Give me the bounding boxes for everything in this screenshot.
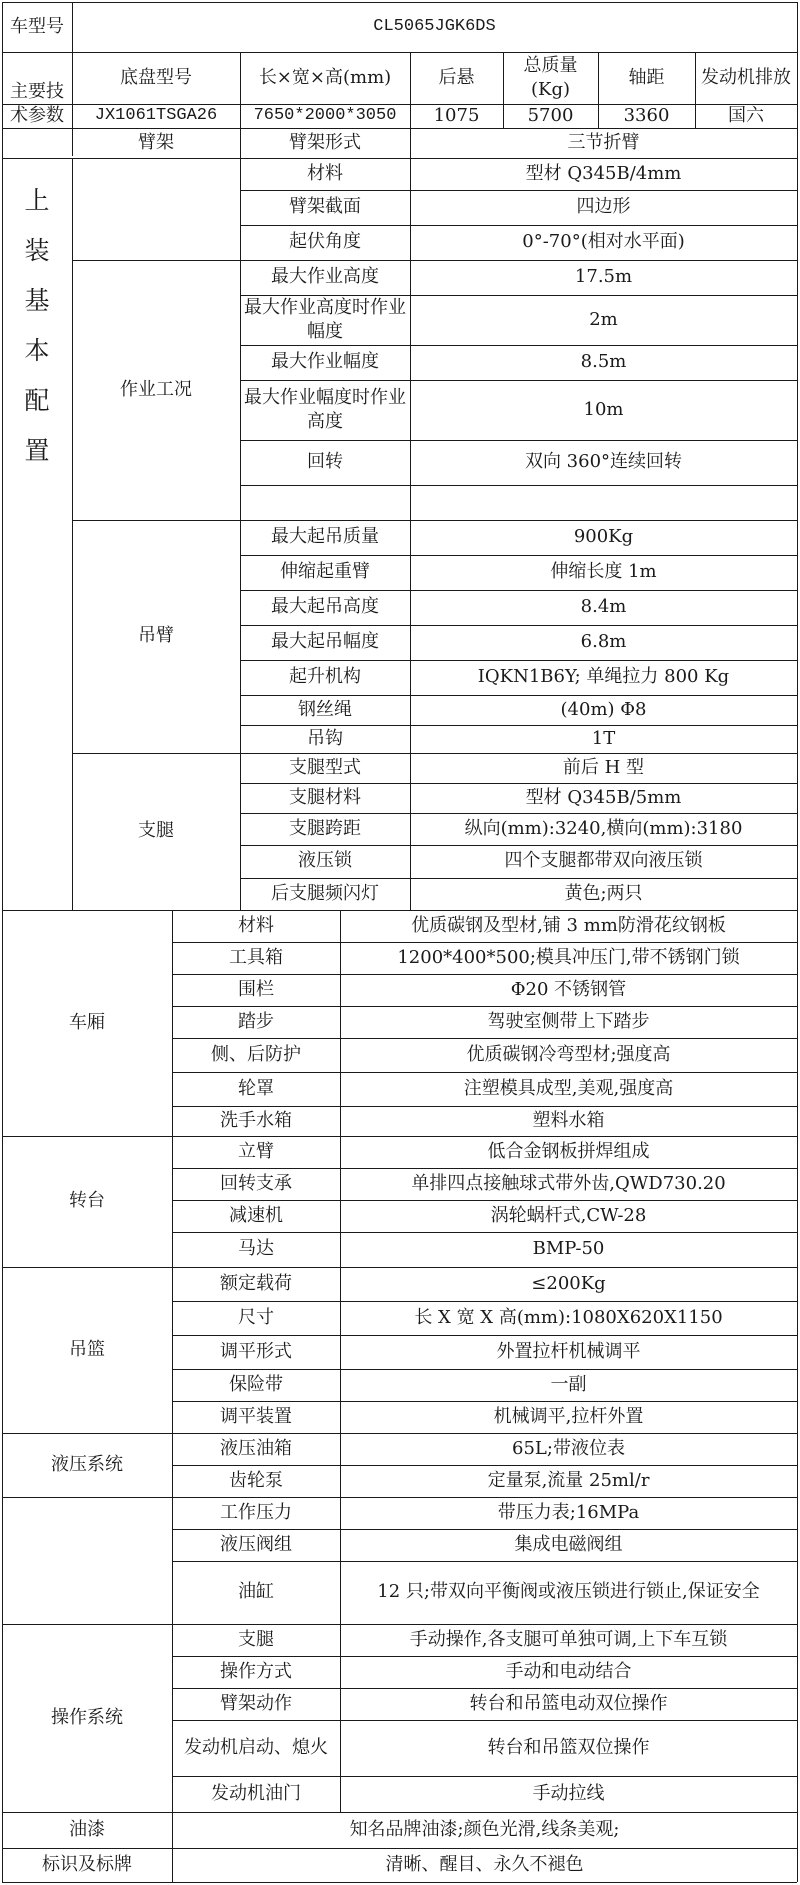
hydraulic-row-value: 带压力表;16MPa — [497, 1501, 640, 1523]
hydraulic-row-label: 液压阀组 — [220, 1533, 292, 1555]
arm-label: 臂架 — [138, 131, 174, 153]
emission-label: 发动机排放 — [701, 66, 791, 88]
operation-row-label: 操作方式 — [220, 1660, 292, 1682]
body-row-value: 注塑模具成型,美观,强度高 — [463, 1077, 674, 1099]
turntable-row-value: 单排四点接触球式带外齿,QWD730.20 — [411, 1172, 726, 1194]
legs-row-label: 后支腿频闪灯 — [271, 882, 379, 904]
wheelbase-label: 轴距 — [628, 66, 665, 88]
grid-line — [2, 1497, 172, 1498]
hydraulic-row-label: 齿轮泵 — [229, 1469, 283, 1491]
upper-row-value: 四边形 — [576, 196, 631, 218]
boom-row-label: 最大起吊质量 — [271, 526, 379, 548]
boom-row-value: 伸缩长度 1m — [550, 561, 657, 583]
upper-row-label: 材料 — [307, 162, 343, 184]
legs-row-value: 型材 Q345B/5mm — [525, 786, 682, 808]
paint-value: 知名品牌油漆;颜色光滑,线条美观; — [349, 1818, 620, 1840]
body-row-label: 轮罩 — [238, 1077, 274, 1099]
basket-row-value: 长 X 宽 X 高(mm):1080X620X1150 — [414, 1306, 723, 1328]
boom-row-value: IQKN1B6Y; 单绳拉力 800 Kg — [477, 666, 730, 688]
grid-line — [797, 2, 798, 1882]
body-row-label: 洗手水箱 — [220, 1109, 292, 1131]
legs-row-label: 支腿型式 — [289, 756, 361, 778]
upper-row-label: 臂架截面 — [289, 196, 361, 218]
basket-row-label: 调平形式 — [220, 1340, 292, 1362]
body-row-value: 驾驶室侧带上下踏步 — [487, 1010, 650, 1032]
body-label: 车厢 — [69, 1011, 105, 1033]
boom-row-label: 起升机构 — [289, 666, 361, 688]
boom-row-value: (40m) Φ8 — [560, 698, 647, 720]
boom-row-label: 伸缩起重臂 — [280, 561, 370, 583]
params-label: 主要技术参数 — [10, 80, 64, 126]
upper-row-label: 起伏角度 — [289, 231, 361, 253]
turntable-row-label: 减速机 — [229, 1204, 283, 1226]
turntable-row-value: 涡轮蜗杆式,CW-28 — [490, 1204, 647, 1226]
legs-row-value: 黄色;两只 — [564, 882, 643, 904]
legs-row-label: 支腿材料 — [289, 786, 361, 808]
basket-row-value: 一副 — [550, 1373, 587, 1395]
hydraulic-row-label: 工作压力 — [220, 1501, 292, 1523]
boom-row-value: 8.4m — [580, 596, 627, 618]
upper-row-value: 0°-70°(相对水平面) — [522, 231, 685, 253]
boom-row-label: 吊钩 — [307, 727, 343, 749]
work-label: 作业工况 — [120, 378, 192, 400]
work-row-value: 双向 360°连续回转 — [524, 451, 683, 473]
rear-overhang-label: 后悬 — [438, 66, 475, 88]
work-row-value: 8.5m — [580, 351, 627, 373]
operation-row-value: 手动操作,各支腿可单独可调,上下车互锁 — [409, 1628, 728, 1650]
model-label: 车型号 — [10, 15, 64, 37]
total-mass-label: 总质量(Kg) — [523, 54, 578, 100]
basket-label: 吊篮 — [69, 1338, 105, 1360]
boom-row-label: 钢丝绳 — [298, 698, 352, 720]
hydraulic-row-label: 油缸 — [238, 1581, 274, 1603]
hydraulic-row-value: 定量泵,流量 25ml/r — [487, 1469, 650, 1491]
upper-config-label — [2, 158, 72, 910]
legs-row-value: 四个支腿都带双向液压锁 — [504, 850, 703, 872]
work-row-label: 最大作业幅度 — [271, 351, 379, 373]
work-row-label: 最大作业幅度时作业高度 — [244, 386, 406, 432]
paint-label: 油漆 — [69, 1818, 105, 1840]
operation-row-label: 支腿 — [238, 1628, 274, 1650]
chassis-model-label: 底盘型号 — [120, 66, 192, 88]
basket-row-label: 调平装置 — [220, 1405, 292, 1427]
turntable-row-label: 马达 — [238, 1238, 274, 1260]
operation-row-label: 发动机启动、熄火 — [184, 1736, 328, 1758]
operation-label: 操作系统 — [51, 1706, 123, 1728]
turntable-row-value: BMP-50 — [532, 1238, 605, 1260]
boom-row-value: 1T — [591, 727, 616, 749]
wheelbase-value: 3360 — [623, 104, 670, 126]
basket-row-value: 外置拉杆机械调平 — [496, 1340, 641, 1362]
hydraulic-row-value: 12 只;带双向平衡阀或液压锁进行锁止,保证安全 — [377, 1581, 760, 1603]
upper-row-value: 型材 Q345B/4mm — [525, 162, 682, 184]
operation-row-value: 手动拉线 — [532, 1782, 605, 1804]
operation-row-value: 转台和吊篮电动双位操作 — [469, 1692, 668, 1714]
arm-form-value: 三节折臂 — [567, 131, 640, 153]
legs-label: 支腿 — [138, 820, 174, 842]
total-mass-value: 5700 — [527, 104, 574, 126]
operation-row-value: 手动和电动结合 — [505, 1660, 632, 1682]
basket-row-label: 保险带 — [229, 1373, 283, 1395]
body-row-label: 侧、后防护 — [211, 1043, 301, 1065]
turntable-row-value: 低合金钢板拼焊组成 — [487, 1140, 650, 1162]
body-row-label: 踏步 — [238, 1010, 274, 1032]
body-row-label: 材料 — [238, 914, 274, 936]
work-row-value: 2m — [589, 308, 618, 330]
boom-row-label: 最大起吊高度 — [271, 596, 379, 618]
model-value: CL5065JGK6DS — [373, 16, 496, 36]
work-row-value: 17.5m — [574, 266, 633, 288]
dimensions-label: 长×宽×高(mm) — [258, 66, 392, 88]
boom-row-value: 6.8m — [580, 631, 627, 653]
operation-row-label: 臂架动作 — [220, 1692, 292, 1714]
body-row-value: 优质碳钢及型材,铺 3 mm防滑花纹钢板 — [411, 914, 726, 936]
legs-row-value: 纵向(mm):3240,横向(mm):3180 — [464, 817, 743, 839]
body-row-label: 工具箱 — [229, 946, 283, 968]
grid-line — [240, 485, 797, 486]
body-row-label: 围栏 — [238, 978, 274, 1000]
marking-label: 标识及标牌 — [42, 1853, 132, 1875]
work-row-value: 10m — [583, 398, 624, 420]
work-row-label: 最大作业高度时作业幅度 — [244, 296, 406, 342]
body-row-value: 优质碳钢冷弯型材;强度高 — [466, 1043, 671, 1065]
basket-row-value: ≤200Kg — [531, 1272, 606, 1294]
marking-value: 清晰、醒目、永久不褪色 — [385, 1853, 584, 1875]
dimensions-value: 7650*2000*3050 — [253, 105, 397, 125]
basket-row-label: 额定载荷 — [220, 1272, 292, 1294]
basket-row-label: 尺寸 — [238, 1306, 274, 1328]
operation-row-label: 发动机油门 — [211, 1782, 301, 1804]
arm-form-label: 臂架形式 — [289, 131, 361, 153]
emission-value: 国六 — [728, 104, 764, 126]
turntable-label: 转台 — [69, 1190, 105, 1212]
turntable-row-label: 立臂 — [238, 1140, 274, 1162]
boom-row-value: 900Kg — [573, 526, 634, 548]
grid-line — [2, 1882, 797, 1883]
body-row-value: 塑料水箱 — [532, 1109, 605, 1131]
work-row-label: 回转 — [307, 451, 343, 473]
chassis-model-value: JX1061TSGA26 — [94, 105, 218, 125]
upper-config-label-text: 上装基本配置 — [24, 186, 50, 465]
body-row-value: Φ20 不锈钢管 — [510, 978, 627, 1000]
work-row-label: 最大作业高度 — [271, 266, 379, 288]
legs-row-label: 液压锁 — [298, 850, 352, 872]
legs-row-value: 前后 H 型 — [562, 756, 645, 778]
turntable-row-label: 回转支承 — [220, 1172, 292, 1194]
body-row-value: 1200*400*500;模具冲压门,带不锈钢门锁 — [397, 946, 740, 968]
legs-row-label: 支腿跨距 — [289, 817, 361, 839]
boom-row-label: 最大起吊幅度 — [271, 631, 379, 653]
basket-row-value: 机械调平,拉杆外置 — [493, 1405, 644, 1427]
hydraulic-label: 液压系统 — [51, 1453, 123, 1475]
hydraulic-row-value: 集成电磁阀组 — [514, 1533, 623, 1555]
hydraulic-row-label: 液压油箱 — [220, 1437, 292, 1459]
rear-overhang-value: 1075 — [433, 104, 480, 126]
hydraulic-row-value: 65L;带液位表 — [512, 1437, 625, 1459]
operation-row-value: 转台和吊篮双位操作 — [487, 1736, 650, 1758]
boom-label: 吊臂 — [138, 625, 174, 647]
